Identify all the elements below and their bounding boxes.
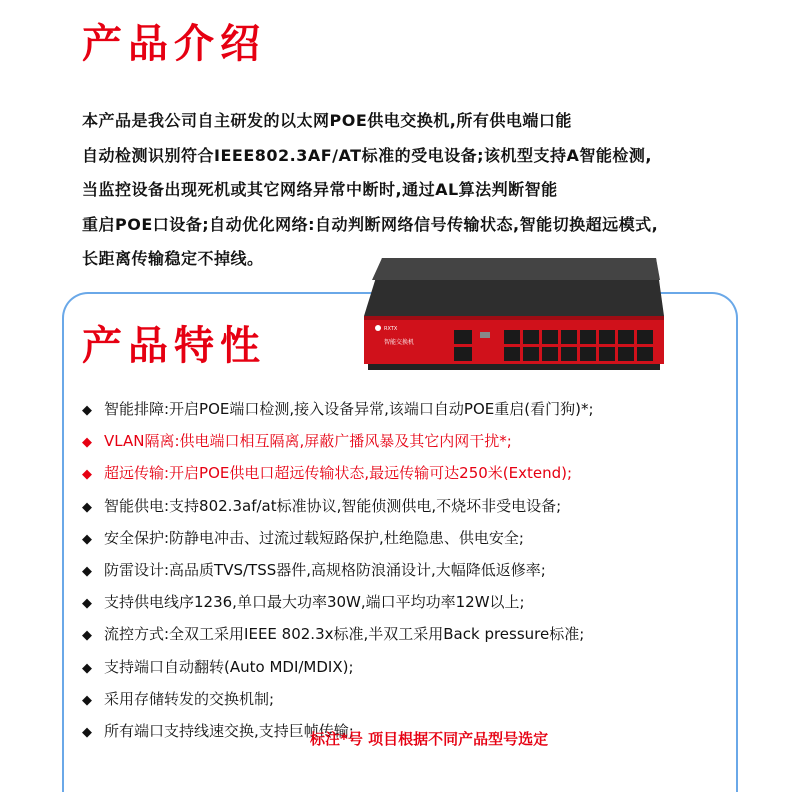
feature-text: 智能排障:开启POE端口检测,接入设备异常,该端口自动POE重启(看门狗)*; (104, 400, 594, 418)
ethernet-port (504, 347, 520, 361)
intro-line: 长距离传输稳定不掉线。 (82, 249, 264, 268)
features-title: 产品特性 (82, 323, 266, 369)
feature-list (82, 394, 782, 748)
feature-item (82, 652, 782, 684)
ethernet-port (504, 330, 520, 344)
feature-text: VLAN隔离:供电端口相互隔离,屏蔽广播风暴及其它内网干扰*; (104, 432, 512, 451)
ethernet-port (580, 347, 596, 361)
feature-text: 防雷设计:高品质TVS/TSS器件,高规格防浪涌设计,大幅降低返修率; (104, 561, 546, 580)
diamond-bullet-icon: ◆ (82, 564, 92, 580)
intro-title: 产品介绍 (82, 21, 266, 67)
diamond-bullet-icon: ◆ (82, 596, 92, 612)
feature-text: 安全保护:防静电冲击、过流过载短路保护,杜绝隐患、供电安全; (104, 528, 524, 547)
feature-text: 流控方式:全双工采用IEEE 802.3x标准,半双工采用Back pressure标准; (104, 625, 585, 644)
brand-logo-icon (375, 325, 381, 331)
ethernet-port (523, 330, 539, 344)
diamond-bullet-icon: ◆ (82, 660, 92, 676)
feature-item (82, 491, 782, 523)
diamond-bullet-icon: ◆ (82, 467, 92, 483)
feature-text: 超远传输:开启POE供电口超远传输状态,最远传输可达250米(Extend); (104, 464, 573, 483)
feature-item (82, 555, 782, 587)
ethernet-port (637, 330, 653, 344)
intro-line: 重启POE口设备;自动优化网络:自动判断网络信号传输状态,智能切换超远模式, (82, 214, 659, 234)
switch-top-highlight (372, 258, 660, 280)
diamond-bullet-icon: ◆ (82, 628, 92, 644)
ethernet-port (599, 347, 615, 361)
diamond-bullet-icon: ◆ (82, 692, 92, 708)
ethernet-port (580, 330, 596, 344)
feature-text: 所有端口支持线速交换,支持巨帧传输; (104, 722, 354, 741)
poe-switch-image (364, 250, 664, 380)
intro-line: 本产品是我公司自主研发的以太网POE供电交换机,所有供电端口能 (82, 111, 572, 130)
ethernet-port (561, 330, 577, 344)
feature-item (82, 684, 782, 716)
feature-item (82, 426, 782, 458)
feature-item (82, 394, 782, 426)
svg-text:RXTX: RXTX (384, 326, 398, 332)
feature-text: 支持端口自动翻转(Auto MDI/MDIX); (104, 657, 354, 676)
diamond-bullet-icon: ◆ (82, 531, 92, 547)
feature-item (82, 458, 782, 490)
feature-text: 采用存储转发的交换机制; (104, 689, 275, 708)
intro-line: 自动检测识别符合IEEE802.3AF/AT标准的受电设备;该机型支持A智能检测, (82, 145, 652, 165)
ethernet-port (618, 347, 634, 361)
diamond-bullet-icon: ◆ (82, 499, 92, 515)
ethernet-port (618, 330, 634, 344)
diamond-bullet-icon: ◆ (82, 725, 92, 741)
feature-text: 支持供电线序1236,单口最大功率30W,端口平均功率12W以上; (104, 593, 525, 612)
ethernet-port (542, 330, 558, 344)
feature-text: 智能供电:支持802.3af/at标准协议,智能侦测供电,不烧坏非受电设备; (104, 496, 562, 515)
brand-label: 智能交换机 (384, 339, 415, 346)
ethernet-port (637, 347, 653, 361)
footnote: 标注*号 项目根据不同产品型号选定 (310, 730, 549, 748)
diamond-bullet-icon: ◆ (82, 435, 92, 451)
ethernet-port (599, 330, 615, 344)
diamond-bullet-icon: ◆ (82, 403, 92, 418)
ethernet-port (561, 347, 577, 361)
intro-line: 当监控设备出现死机或其它网络异常中断时,通过AL算法判断智能 (82, 180, 558, 199)
feature-item (82, 523, 782, 555)
switch-base (368, 364, 660, 370)
switch-toggle (480, 332, 490, 338)
feature-item (82, 619, 782, 651)
ethernet-port (523, 347, 539, 361)
feature-item (82, 587, 782, 619)
ethernet-port (542, 347, 558, 361)
